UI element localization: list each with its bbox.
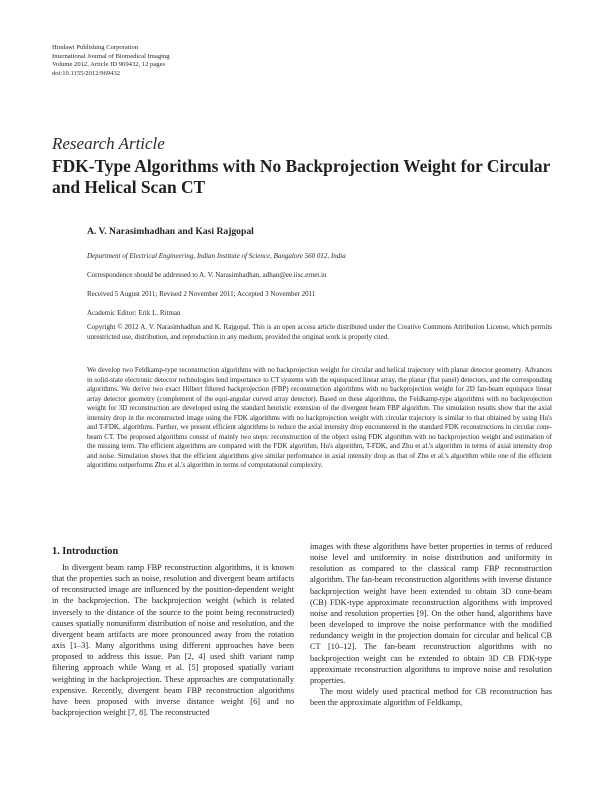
journal-header bbox=[52, 44, 170, 78]
article-type: Research Article bbox=[52, 134, 165, 153]
author-list: A. V. Narasimhadhan and Kasi Rajgopal bbox=[87, 226, 254, 237]
body-paragraph: images with these algorithms have better properties in terms of reduced noise level and uniformity in noise distribution and uniformity in resolution as compared to the classical ramp FBP reconstruction algorithm. The fan-beam reconstruction algorithms with inverse distance backprojection weight have been extended to obtain 3D cone-beam (CB) FDK-type approximate reconstruction algorithms with improved noise and resolution properties [9]. On the other hand, algorithms have been developed to improve the noise performance with the modified redundancy weight in the projection domain for circular and helical CB CT [10–12]. The fan-beam reconstruction algorithms with no backprojection weight can be extended to obtain 3D CB FDK-type approximate reconstruction algorithms to improve noise and resolution properties. bbox=[310, 542, 552, 685]
received-dates: Received 5 August 2011; Revised 2 November 2011; Accepted 3 November 2011 bbox=[87, 290, 316, 298]
correspondence: Correspondence should be addressed to A. V. Narasimhadhan, adhan@ee.iisc.ernet.in bbox=[87, 271, 327, 279]
section-heading: 1. Introduction bbox=[52, 546, 119, 557]
academic-editor: Academic Editor: Erik L. Ritman bbox=[87, 309, 181, 317]
body-column-left: In divergent beam ramp FBP reconstruction algorithms, it is known that the properties such as noise, resolution and divergent beam artifacts of reconstructed image are influenced by the position-dependent weight in the backprojection. The backprojection weight (which is related inversely to the distance of the source to the point being reconstructed) causes spatially nonuniform distribution of noise and resolution, and the divergent beam artifacts are more pronounced away from the rotation axis [1–3]. Many algorithms using different approaches have been proposed to address this issue. Pan [2, 4] used shift variant ramp filtering approach while Wang et al. [5] proposed spatially variant weighting in the backprojection. These approaches are computationally expensive. Recently, divergent beam FBP reconstruction algorithms have been proposed with inverse distance weight [6] and no backprojection weight [7, 8]. The reconstructed bbox=[52, 563, 294, 718]
paper-title: FDK-Type Algorithms with No Backprojection Weight for Circular and Helical Scan CT bbox=[52, 156, 551, 197]
volume-line: Volume 2012, Article ID 969432, 12 pages bbox=[52, 61, 166, 69]
abstract: We develop two Feldkamp-type reconstruction algorithms with no backprojection weight for circular and helical trajectory with planar detector geometry. Advances in solid-state electronic detector technologies lend importance to CT systems with the equispaced linear array, the planar (flat panel) detectors, and the corresponding algorithms. We derive two exact Hilbert filtered backprojection (FBP) reconstruction algorithms with no backprojection weight for 2D fan-beam equispace linear array detector geometry (complement of the equi-angular curved array detector). Based on these algorithms, the Feldkamp-type algorithms with no backprojection weight for 3D reconstruction are developed using the standard heuristic extension of the divergent beam FBP algorithm. The simulation results show that the axial intensity drop in the reconstructed image using the FDK algorithms with no backprojection weight with circular trajectory is similar to that obtained by using Hu's and T-FDK, algorithms. Further, we present efficient algorithms to reduce the axial intensity drop encountered in the standard FDK reconstructions in circular cone-beam CT. The proposed algorithms consist of mainly two steps: reconstruction of the object using FDK algorithm with no backprojection weight and estimation of the missing term. The efficient algorithms are compared with the FDK algorithm, Hu's algorithm, T-FDK, and Zhu et al.'s algorithm in terms of axial intensity drop and noise. Simulation shows that the efficient algorithms give similar performance in axial intensity drop as that of Zhu et al.'s algorithm while one of the efficient algorithms outperforms Zhu et al.'s algorithm in terms of computational complexity. bbox=[87, 366, 552, 470]
publisher-line: Hindawi Publishing Corporation bbox=[52, 44, 139, 51]
copyright-notice: Copyright © 2012 A. V. Narasimhadhan and K. Rajgopal. This is an open access article distributed under the Creative Commons Attribution License, which permits unrestricted use, distribution, and reproduction in any medium, provided the original work is properly cited. bbox=[87, 323, 552, 341]
doi-line: doi:10.1155/2012/969432 bbox=[52, 69, 121, 77]
affiliation: Department of Electrical Engineering, Indian Institute of Science, Bangalore 560 012, India bbox=[87, 252, 346, 260]
body-paragraph: The most widely used practical method for CB reconstruction has been the approximate algorithm of Feldkamp, bbox=[310, 687, 552, 708]
body-column-right bbox=[310, 541, 552, 708]
journal-name: International Journal of Biomedical Imaging bbox=[52, 52, 170, 60]
